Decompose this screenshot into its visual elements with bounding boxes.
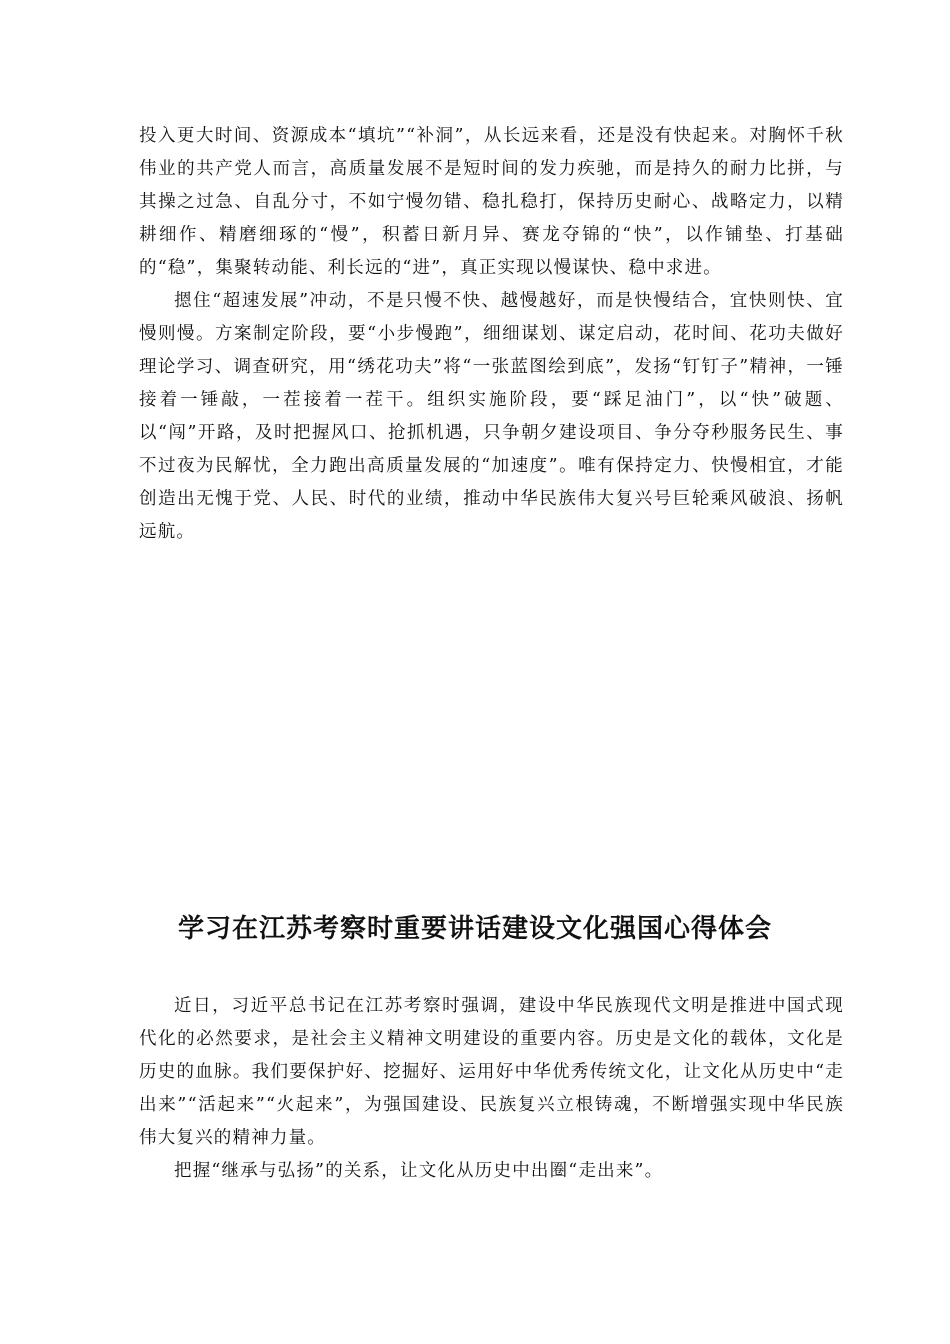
- article-title: 学习在江苏考察时重要讲话建设文化强国心得体会: [177, 914, 772, 944]
- body-paragraph: 近日，习近平总书记在江苏考察时强调，建设中华民族现代文明是推进中国式现代化的必然要求，是社会主义精神文明建设的重要内容。历史是文化的载体，文化是历史的血脉。我们要保护好、挖掘好、运用好中华优秀传统文化，让文化从历史中“走出来”“活起来”“火起来”，为强国建设、民族复兴立根铸魂，不断增强实现中华民族伟大复兴的精神力量。: [139, 996, 844, 1148]
- body-paragraph: 摁住“超速发展”冲动，不是只慢不快、越慢越好，而是快慢结合，宜快则快、宜慢则慢。方案制定阶段，要“小步慢跑”，细细谋划、谋定启动，花时间、花功夫做好理论学习、调查研究，用“绣花功夫”将“一张蓝图绘到底”，发扬“钉钉子”精神，一锤接着一锤敲，一茬接着一茬干。组织实施阶段，要“踩足油门”，以“快”破题、以“闯”开路，及时把握风口、抢抓机遇，只争朝夕建设项目、争分夺秒服务民生、事不过夜为民解忧，全力跑出高质量发展的“加速度”。唯有保持定力、快慢相宜，才能创造出无愧于党、人民、时代的业绩，推动中华民族伟大复兴号巨轮乘风破浪、扬帆远航。: [139, 291, 844, 542]
- article-body: [139, 990, 844, 1188]
- body-paragraph: 把握“继承与弘扬”的关系，让文化从历史中出圈“走出来”。: [174, 1161, 664, 1181]
- previous-article-continuation: [139, 120, 844, 549]
- body-paragraph-continued: 投入更大时间、资源成本“填坑”“补洞”，从长远来看，还是没有快起来。对胸怀千秋伟业的共产党人而言，高质量发展不是短时间的发力疾驰，而是持久的耐力比拼，与其操之过急、自乱分寸，不如宁慢勿错、稳扎稳打，保持历史耐心、战略定力，以精耕细作、精磨细琢的“慢”，积蓄日新月异、赛龙夺锦的“快”，以作铺垫、打基础的“稳”，集聚转动能、利长远的“进”，真正实现以慢谋快、稳中求进。: [139, 126, 844, 278]
